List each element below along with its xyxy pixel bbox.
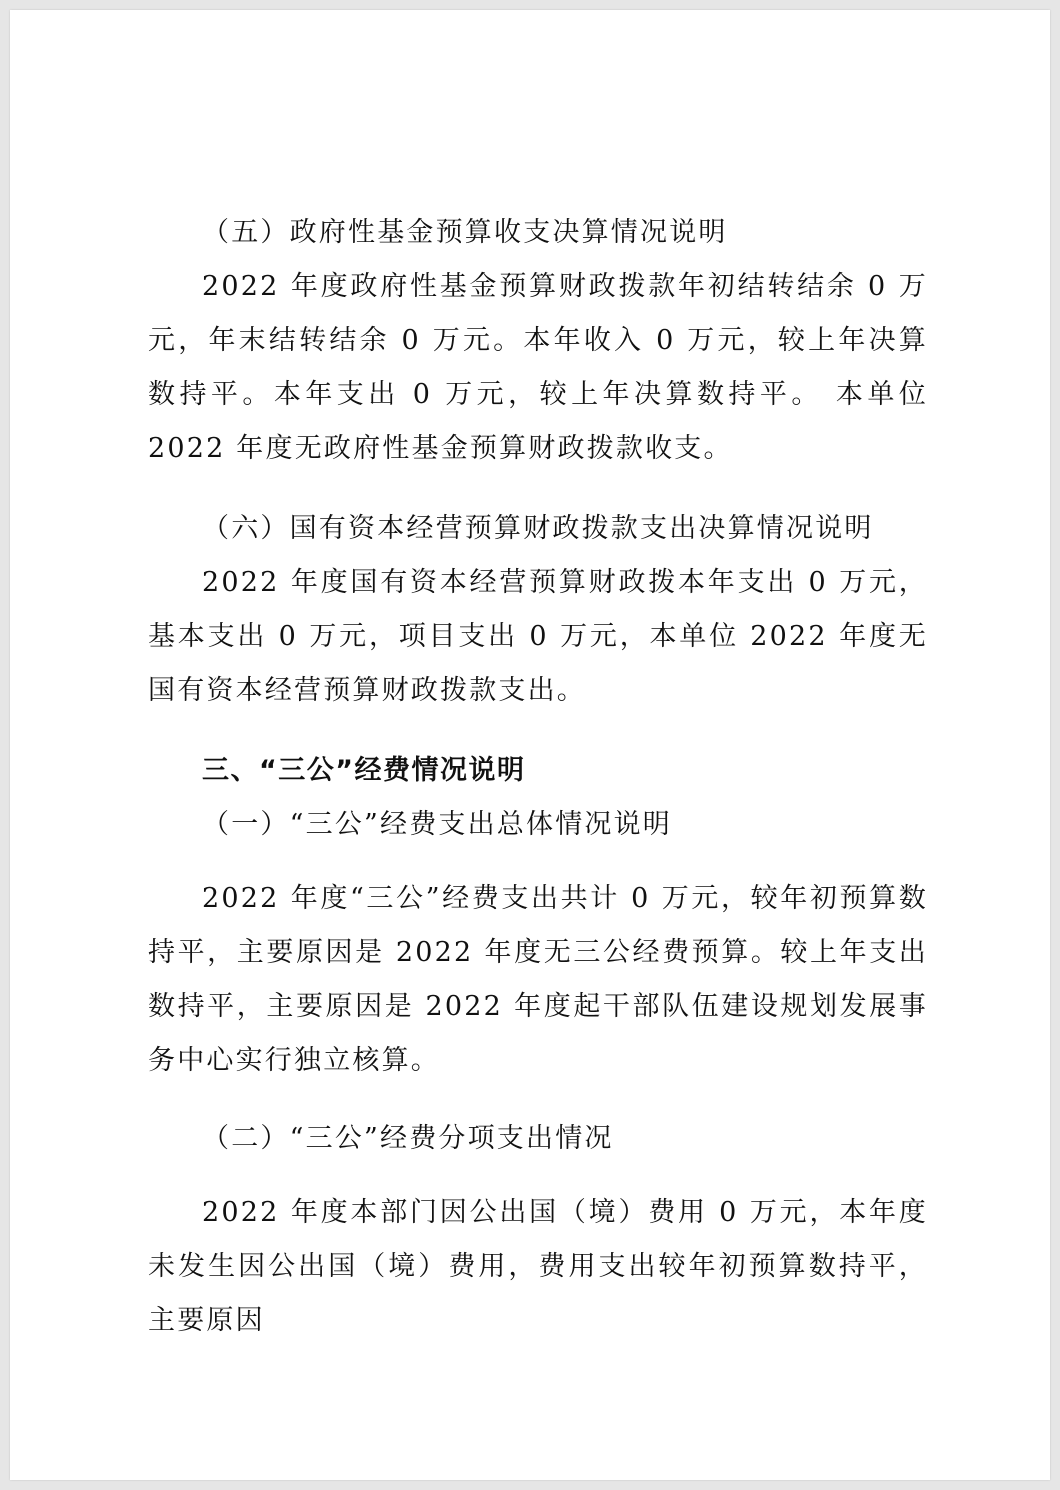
- section-paragraph-5: 2022 年度政府性基金预算财政拨款年初结转结余 0 万元，年末结转结余 0 万元。本年收入 0 万元，较上年决算数持平。本年支出 0 万元，较上年决算数持平。 本单位 2022 年度无政府性基金预算财政拨款收支。: [148, 271, 928, 464]
- part-heading-3: 三、“三公”经费情况说明: [202, 755, 526, 786]
- section-heading-6: （六）国有资本经营预算财政拨款支出决算情况说明: [202, 513, 874, 544]
- document-page: [10, 10, 1050, 1480]
- subsection-heading-1: （一）“三公”经费支出总体情况说明: [202, 809, 673, 840]
- subsection-heading-2: （二）“三公”经费分项支出情况: [202, 1123, 614, 1154]
- subsection-paragraph-2: 2022 年度本部门因公出国（境）费用 0 万元，本年度未发生因公出国（境）费用，费用支出较年初预算数持平，主要原因: [148, 1197, 928, 1336]
- spacer: [148, 852, 928, 872]
- spacer: [148, 1166, 928, 1186]
- subsection-paragraph-1: 2022 年度“三公”经费支出共计 0 万元，较年初预算数持平，主要原因是 2022 年度无三公经费预算。较上年支出数持平，主要原因是 2022 年度起干部队伍建设规划发展事务中心实行独立核算。: [148, 883, 928, 1076]
- section-heading-5: （五）政府性基金预算收支决算情况说明: [202, 217, 728, 248]
- spacer: [148, 1088, 928, 1112]
- spacer: [148, 476, 928, 502]
- document-body: [148, 206, 928, 1348]
- spacer: [148, 718, 928, 744]
- section-paragraph-6: 2022 年度国有资本经营预算财政拨本年支出 0 万元，基本支出 0 万元，项目支出 0 万元，本单位 2022 年度无国有资本经营预算财政拨款支出。: [148, 567, 928, 706]
